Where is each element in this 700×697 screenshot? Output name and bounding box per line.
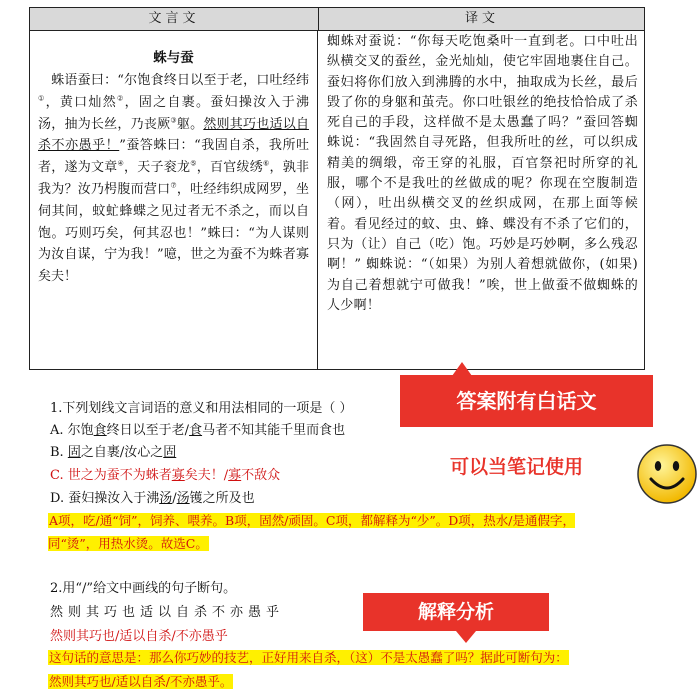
option-seg: / bbox=[172, 491, 177, 506]
q1-answer bbox=[48, 509, 618, 555]
underlined-word: 食 bbox=[93, 423, 107, 438]
q2-sentence: 然则其巧也适以自杀不亦愚乎 bbox=[50, 605, 285, 620]
underlined-word: 汤 bbox=[176, 491, 190, 506]
translation-text: 蜘蛛对蚕说：“你每天吃饱桑叶一直到老。口中吐出纵横交叉的蚕丝，金光灿灿，使它牢固地裹住自己。蚕妇将你们放入到沸腾的水中，抽取成为长丝，最后毁了你的身躯和茧壳。你口吐银丝的绝技恰恰成了杀死自己的手段，这样做不是太愚蠢了吗？”蚕回答蜘蛛说：“我固然自寻死路，但我所吐的丝，可以织成精美的绸缎，帝王穿的礼服，百官祭祀时所穿的礼服，哪个不是我吐的丝做成的呢？你现在空腹制造（网），吐出纵横交叉的丝织成网，在那上面等候着。看见经过的蚊、虫、蜂、蝶没有不杀了它们的，只为（让）自己（吃）饱。巧妙是巧妙啊，多么残忍啊！” 蜘蛛说：“（如果）为别人着想就做你，(如果)为自己着想就宁可做我！”唉，世上做蚕不做蜘蛛的人少啊！ bbox=[327, 34, 638, 313]
classical-text bbox=[38, 70, 309, 288]
option-seg: B. bbox=[50, 445, 68, 460]
underlined-word: 固 bbox=[67, 445, 81, 460]
arrow-down-icon bbox=[456, 631, 476, 643]
q2-explanation bbox=[48, 646, 618, 694]
classical-seg: ，固之自裹。蚕妇操汝入于沸汤，抽为长丝，乃丧厥 bbox=[38, 94, 309, 132]
option-seg: 终日以至于老/ bbox=[106, 423, 190, 438]
underlined-word: 食 bbox=[189, 423, 203, 438]
note-marker: ⑦ bbox=[170, 181, 177, 190]
header-translation: 译文 bbox=[464, 11, 499, 26]
smiley-icon bbox=[636, 443, 698, 505]
option-seg: 镬之所及也 bbox=[189, 491, 255, 506]
q1-option-a bbox=[50, 419, 345, 438]
classical-seg: ，孰非我为？汝乃枵腹而营口 bbox=[38, 160, 309, 197]
option-seg: A. 尔饱 bbox=[50, 423, 94, 438]
option-seg: 不敌众 bbox=[241, 468, 281, 483]
underlined-word: 寡 bbox=[171, 468, 185, 483]
arrow-up-icon bbox=[452, 362, 472, 376]
q2-explanation-text: 这句话的意思是：那么你巧妙的技艺，正好用来自杀，（这）不是太愚蠢了吗？据此可断句为： bbox=[49, 650, 568, 665]
q1-answer-text: A项，吃/通“饲”，饲养、喂养。B项，固然/顽固。C项，都解释为“少”。D项，热水/是通假字，同“烫”，用热水烫。故选C。 bbox=[48, 513, 575, 551]
q1-option-d bbox=[50, 487, 255, 506]
option-seg: 之自裹/汝心之 bbox=[80, 445, 164, 460]
classical-column bbox=[30, 31, 318, 369]
note-marker: ③ bbox=[170, 116, 177, 125]
answer-banner: 答案附有白话文 bbox=[400, 375, 653, 427]
note-marker: ② bbox=[117, 94, 125, 103]
option-seg: D. 蚕妇操汝入于沸 bbox=[50, 491, 160, 506]
notes-callout: 可以当笔记使用 bbox=[450, 456, 584, 478]
comparison-table bbox=[29, 7, 645, 370]
note-marker: ⑤ bbox=[190, 159, 197, 168]
classical-seg: ，天子衮龙 bbox=[124, 160, 191, 176]
underlined-sentence: 然则其巧也适以自杀不亦愚乎！ bbox=[38, 116, 309, 154]
q2-split: 然则其巧也/适以自杀/不亦愚乎 bbox=[50, 629, 228, 644]
q1-option-c bbox=[50, 464, 280, 483]
note-marker: ① bbox=[38, 94, 46, 103]
classical-seg: ，百官绂绣 bbox=[196, 160, 263, 176]
note-marker: ⑥ bbox=[262, 159, 270, 168]
classical-seg: ”蚕答蛛曰：“我固自杀，我所吐者，遂为文章 bbox=[38, 138, 309, 176]
poem-title: 蛛与蚕 bbox=[153, 50, 194, 66]
q1-stem: 1.下列划线文言词语的意义和用法相同的一项是（ ） bbox=[50, 401, 353, 416]
q1-option-b bbox=[50, 441, 176, 460]
classical-seg: 蛛语蚕曰：“尔饱食终日以至于老，口吐经纬 bbox=[51, 73, 309, 88]
explain-banner: 解释分析 bbox=[363, 593, 549, 631]
q2-final-text: 然则其巧也/适以自杀/不亦愚乎。 bbox=[49, 674, 233, 689]
underlined-word: 汤 bbox=[159, 491, 173, 506]
underlined-word: 固 bbox=[163, 445, 177, 460]
note-marker: ④ bbox=[117, 159, 124, 168]
table-header bbox=[30, 8, 644, 31]
option-seg: C. 世之为蚕不为蛛者 bbox=[50, 468, 172, 483]
translation-column bbox=[319, 31, 644, 369]
classical-seg: ，黄口灿然 bbox=[45, 94, 117, 110]
q2-stem: 2.用“/”给文中画线的句子断句。 bbox=[50, 581, 237, 596]
header-classical: 文言文 bbox=[30, 8, 319, 30]
option-seg: 矣夫！/ bbox=[184, 468, 229, 483]
underlined-word: 寡 bbox=[228, 468, 242, 483]
classical-seg: 躯。 bbox=[176, 116, 204, 132]
option-seg: 马者不知其能千里而食也 bbox=[202, 423, 346, 438]
classical-seg: ，吐经纬织成网罗，坐伺其间，蚊虻蜂蝶之见过者无不杀之，而以自饱。巧则巧矣，何其忍也！”蛛曰：“为人谋则为汝自谋，宁为我！”噫，世之为蚕不为蛛者寡矣夫！ bbox=[38, 181, 309, 285]
